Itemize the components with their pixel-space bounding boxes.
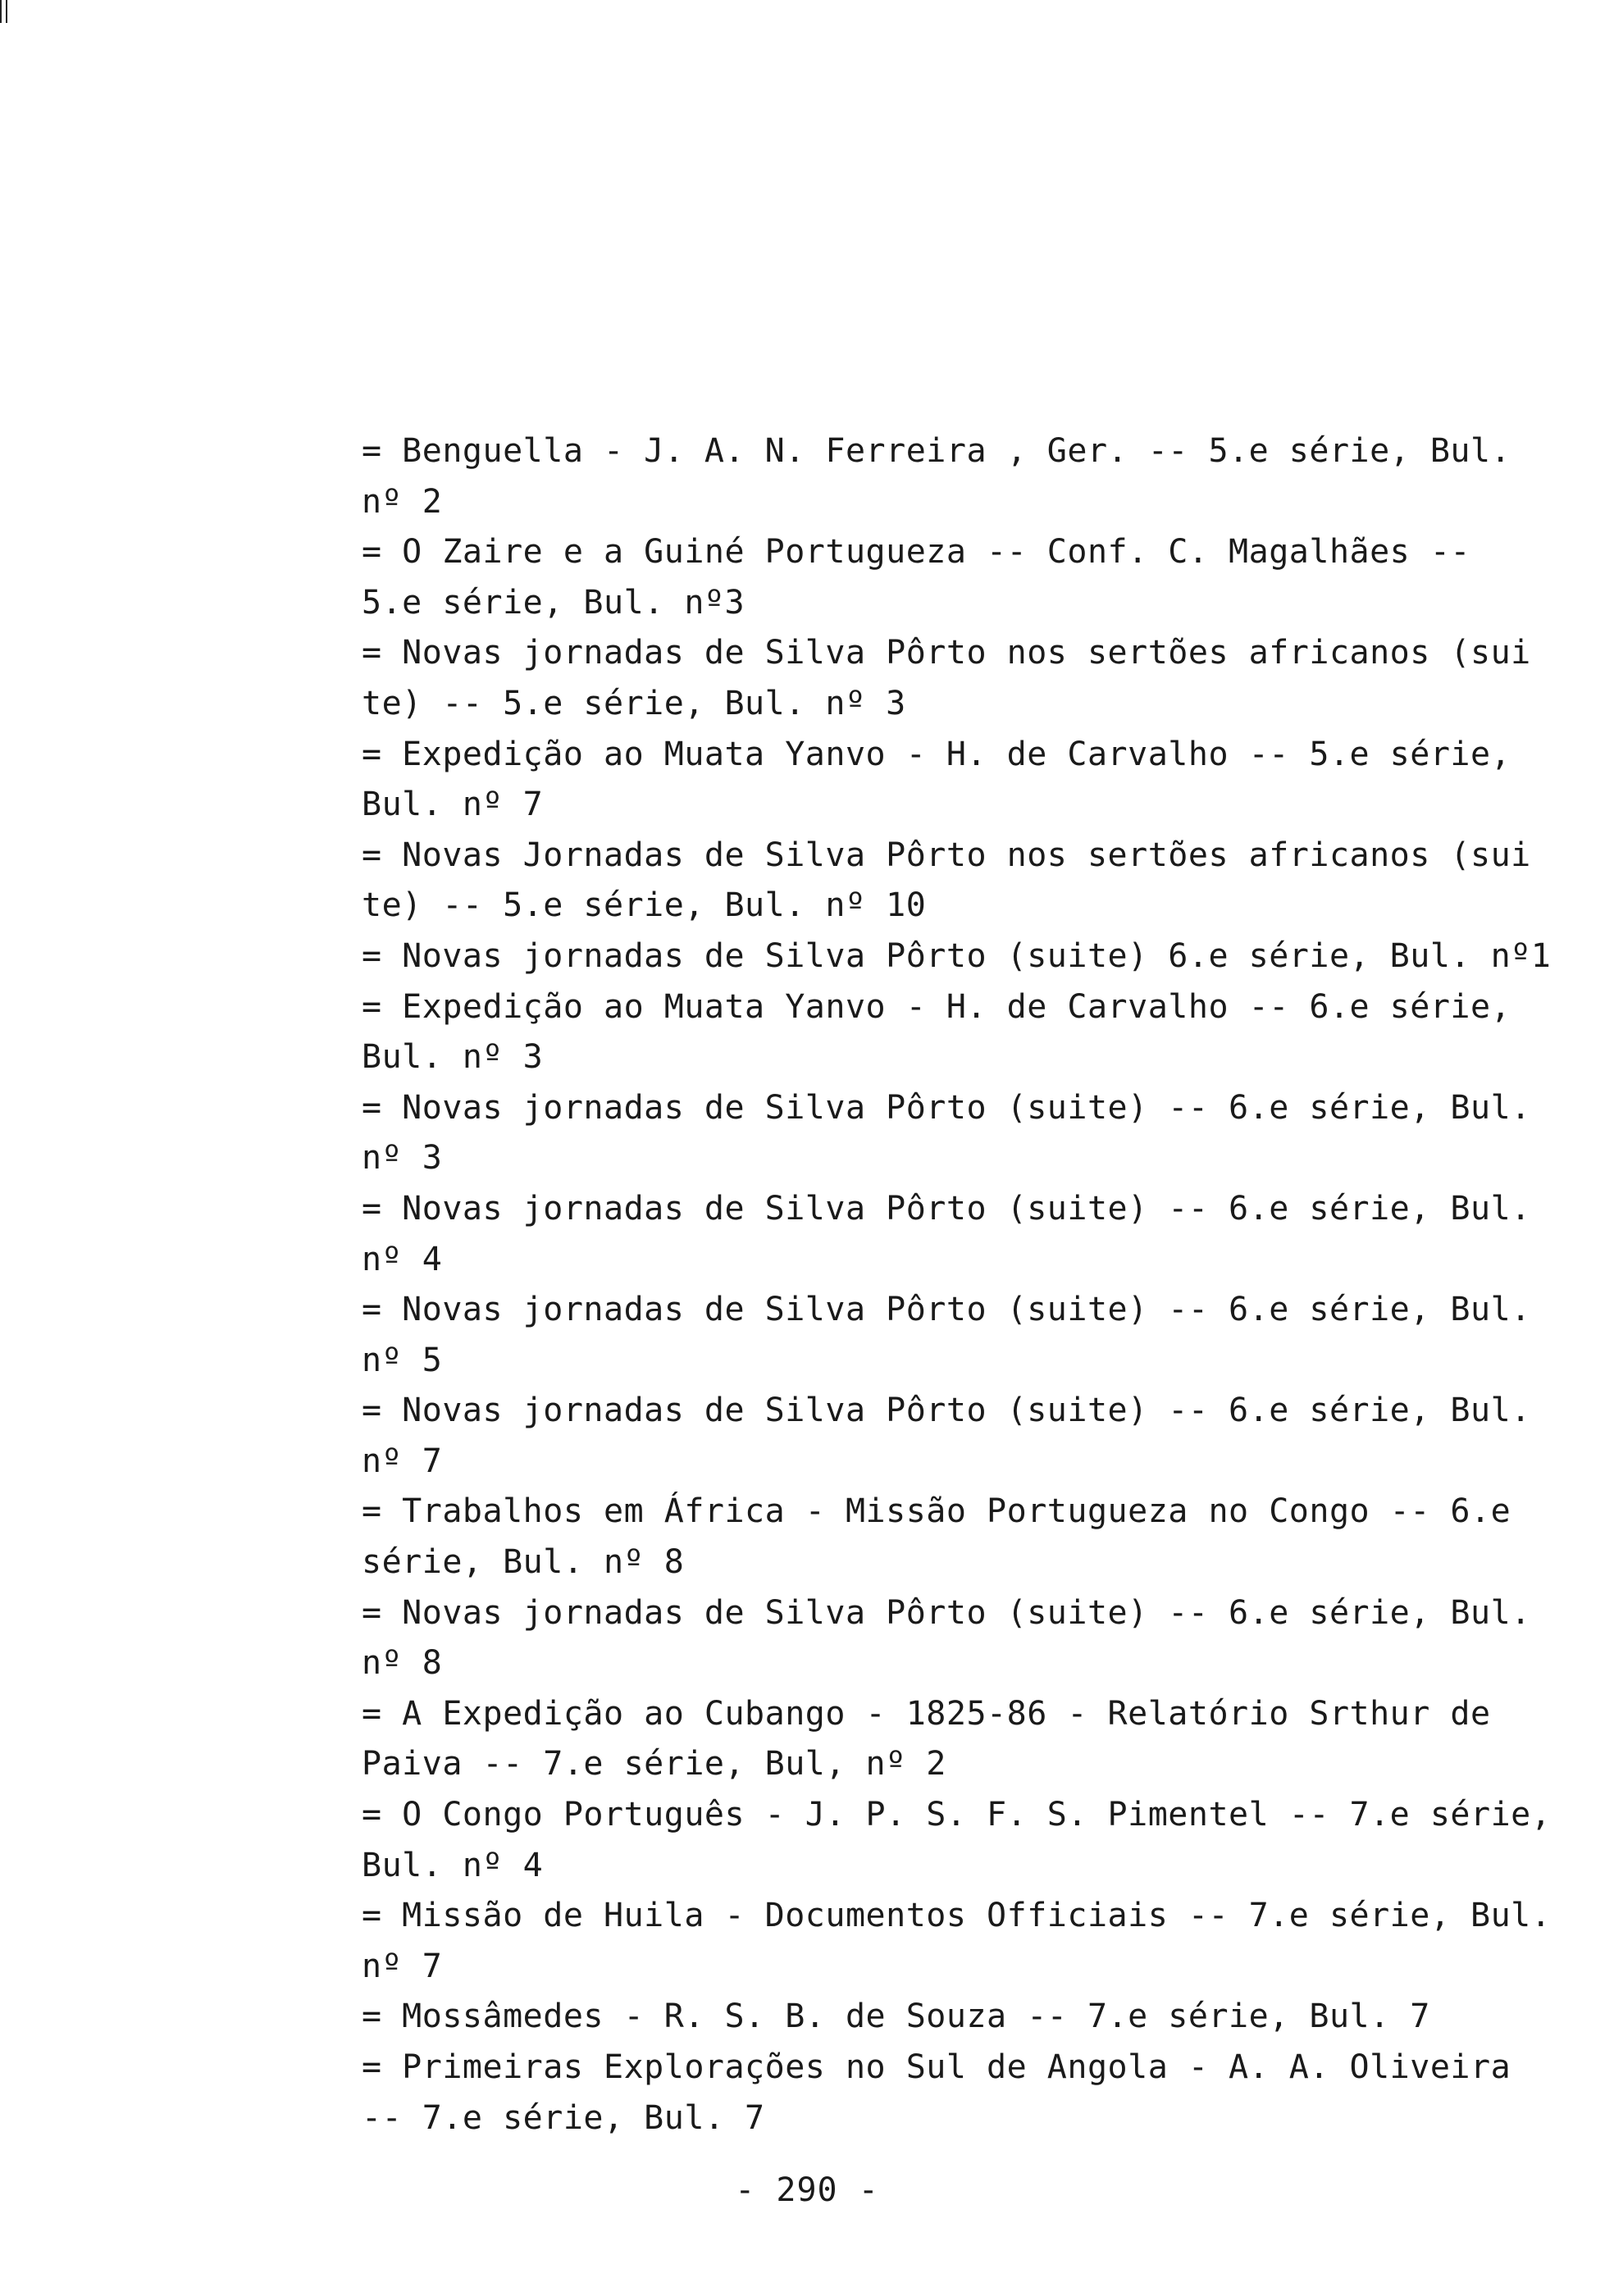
- bibliography-entry: [362, 527, 1575, 628]
- entry-line: te) -- 5.e série, Bul. nº 3: [362, 684, 906, 722]
- page-number: - 290 -: [735, 2171, 879, 2209]
- bibliography-entry: [362, 831, 1575, 932]
- bibliography-entry: [362, 982, 1575, 1083]
- entry-line: = Novas jornadas de Silva Pôrto (suite) -- 6.e série, Bul.: [362, 1593, 1531, 1632]
- bibliography-entry: [362, 1386, 1575, 1487]
- bibliography-entry: [362, 932, 1575, 982]
- entry-line: = Expedição ao Muata Yanvo - H. de Carvalho -- 5.e série,: [362, 735, 1511, 773]
- bibliography-entry: [362, 1689, 1575, 1790]
- entry-line: = O Zaire e a Guiné Portugueza -- Conf. C. Magalhães --: [362, 533, 1471, 572]
- entry-line: = Novas Jornadas de Silva Pôrto nos sertões africanos (sui: [362, 836, 1531, 874]
- bibliography-entry: [362, 1083, 1575, 1184]
- document-body: [362, 426, 1575, 2143]
- entry-line: = O Congo Português - J. P. S. F. S. Pimentel -- 7.e série,: [362, 1796, 1552, 1834]
- entry-line: série, Bul. nº 8: [362, 1543, 685, 1582]
- entry-line: = Expedição ao Muata Yanvo - H. de Carvalho -- 6.e série,: [362, 987, 1511, 1026]
- entry-line: = Benguella - J. A. N. Ferreira , Ger. -- 5.e série, Bul.: [362, 432, 1511, 470]
- entry-line: = Mossâmedes - R. S. B. de Souza -- 7.e série, Bul. 7: [362, 1998, 1430, 2036]
- bibliography-entry: [362, 1184, 1575, 1285]
- bibliography-entry: [362, 1588, 1575, 1689]
- entry-line: 5.e série, Bul. nº3: [362, 583, 745, 622]
- bibliography-entry: [362, 1285, 1575, 1386]
- bibliography-entry: [362, 1891, 1575, 1992]
- entry-line: = Novas jornadas de Silva Pôrto (suite) -- 6.e série, Bul.: [362, 1088, 1531, 1127]
- scan-edge-mark: [0, 0, 7, 23]
- entry-line: = Trabalhos em África - Missão Portugueza no Congo -- 6.e: [362, 1492, 1511, 1531]
- entry-line: Bul. nº 7: [362, 786, 544, 824]
- bibliography-entry: [362, 2043, 1575, 2143]
- entry-line: Bul. nº 3: [362, 1038, 544, 1077]
- entry-line: = A Expedição ao Cubango - 1825-86 - Relatório Srthur de: [362, 1694, 1491, 1733]
- entry-line: nº 7: [362, 1947, 443, 1985]
- entry-line: nº 3: [362, 1139, 443, 1178]
- entry-line: = Novas jornadas de Silva Pôrto nos sertões africanos (sui: [362, 634, 1531, 672]
- entry-line: = Novas jornadas de Silva Pôrto (suite) 6.e série, Bul. nº1: [362, 936, 1552, 975]
- entry-line: = Missão de Huila - Documentos Officiais -- 7.e série, Bul.: [362, 1897, 1552, 1935]
- entry-line: Bul. nº 4: [362, 1846, 544, 1884]
- entry-line: nº 8: [362, 1644, 443, 1683]
- entry-line: nº 5: [362, 1341, 443, 1379]
- bibliography-entry: [362, 730, 1575, 831]
- entry-line: nº 4: [362, 1240, 443, 1278]
- entry-line: nº 2: [362, 482, 443, 521]
- bibliography-entry: [362, 1992, 1575, 2043]
- entry-line: = Novas jornadas de Silva Pôrto (suite) -- 6.e série, Bul.: [362, 1291, 1531, 1329]
- entry-line: = Primeiras Explorações no Sul de Angola - A. A. Oliveira: [362, 2048, 1511, 2086]
- bibliography-entry: [362, 1487, 1575, 1588]
- entry-line: = Novas jornadas de Silva Pôrto (suite) -- 6.e série, Bul.: [362, 1189, 1531, 1228]
- entry-line: te) -- 5.e série, Bul. nº 10: [362, 886, 927, 925]
- bibliography-entry: [362, 628, 1575, 729]
- bibliography-entry: [362, 1790, 1575, 1891]
- entry-line: -- 7.e série, Bul. 7: [362, 2098, 765, 2137]
- entry-line: nº 7: [362, 1442, 443, 1480]
- bibliography-list: [362, 426, 1575, 2143]
- entry-line: = Novas jornadas de Silva Pôrto (suite) -- 6.e série, Bul.: [362, 1392, 1531, 1430]
- bibliography-entry: [362, 426, 1575, 527]
- entry-line: Paiva -- 7.e série, Bul, nº 2: [362, 1745, 946, 1784]
